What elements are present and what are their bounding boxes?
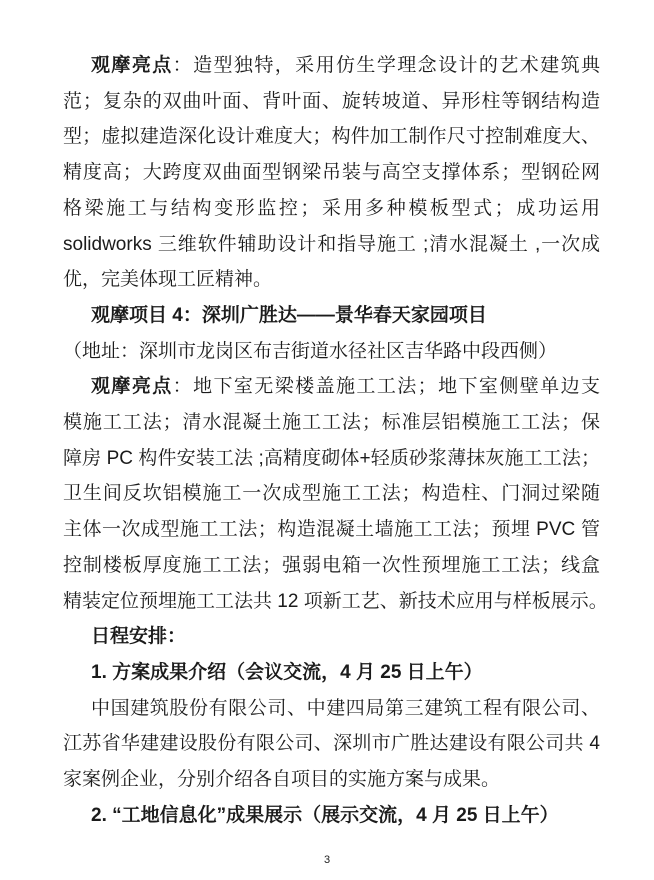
document-body [63,48,608,833]
schedule-item-1-detail-line [63,726,600,762]
page-footer [0,854,654,866]
project3-highlights-line [63,48,600,84]
project3-highlights-line [63,155,600,191]
schedule-item-1-detail-line [63,691,600,727]
page-number: 3 [323,854,331,866]
text-run: 观摩项目 4：深圳广胜达——景华春天家园项目 [91,304,487,326]
project3-highlights-line [63,227,600,263]
text-run: 卫生间反坎铝模施工一次成型施工工法；构造柱、门洞过梁随 [63,483,600,505]
text-run: 范；复杂的双曲叶面、背叶面、旋转坡道、异形柱等钢结构造 [63,90,600,112]
text-run: 模施工工法；清水混凝土施工工法；标准层铝模施工工法；保 [63,412,600,434]
project4-highlights-line [63,512,600,548]
project4-address-line [63,334,600,370]
text-run: 主体一次成型施工工法；构造混凝土墙施工工法；预埋 PVC 管 [63,519,600,541]
project3-highlights-line [63,191,600,227]
text-run: ：造型独特，采用仿生学理念设计的艺术建筑典 [172,55,600,76]
text-run: 江苏省华建建设股份有限公司、深圳市广胜达建设有限公司共 4 [63,733,600,755]
text-run: （地址：深圳市龙岗区布吉街道水径社区吉华路中段西侧） [63,340,558,362]
text-run: 障房 PC 构件安装工法 ;高精度砌体+轻质砂浆薄抹灰施工工法； [63,447,600,469]
text-run: ：地下室无梁楼盖施工工法；地下室侧壁单边支 [172,376,600,398]
project4-title-line [63,298,600,334]
project3-highlights-line [63,84,600,120]
text-run: 家案例企业，分别介绍各自项目的实施方案与成果。 [63,769,501,791]
schedule-item-1-line [63,655,600,691]
project4-highlights-line [63,584,608,620]
project4-highlights-line [63,548,600,584]
text-run: 控制楼板厚度施工工法；强弱电箱一次性预埋施工工法；线盒 [63,554,600,576]
text-run: 观摩亮点 [91,376,173,398]
text-run: 精装定位预埋施工工法共 12 项新工艺、新技术应用与样板展示。 [63,590,608,612]
project4-highlights-line [63,369,600,405]
text-run: 日程安排： [91,626,187,648]
text-run: 1. 方案成果介绍（会议交流，4 月 25 日上午） [91,661,483,683]
project4-highlights-line [63,405,600,441]
text-run: 观摩亮点 [91,55,173,76]
project4-highlights-line [63,441,600,477]
project3-highlights-line [63,119,600,155]
text-run: 2. “工地信息化”成果展示（展示交流，4 月 25 日上午） [91,804,559,826]
text-run: solidworks 三维软件辅助设计和指导施工 ;清水混凝土 ,一次成 [63,233,600,255]
project4-highlights-line [63,476,600,512]
schedule-item-1-detail-line [63,762,600,798]
schedule-item-2-line [63,798,600,834]
project3-highlights-line [63,262,600,298]
text-run: 格梁施工与结构变形监控；采用多种模板型式；成功运用 [63,197,600,219]
text-run: 型；虚拟建造深化设计难度大；构件加工制作尺寸控制难度大、 [63,126,600,148]
text-run: 精度高；大跨度双曲面型钢梁吊装与高空支撑体系；型钢砼网 [63,162,600,184]
schedule-heading-line [63,619,600,655]
text-run: 中国建筑股份有限公司、中建四局第三建筑工程有限公司、 [91,697,600,719]
text-run: 优，完美体现工匠精神。 [63,269,273,291]
